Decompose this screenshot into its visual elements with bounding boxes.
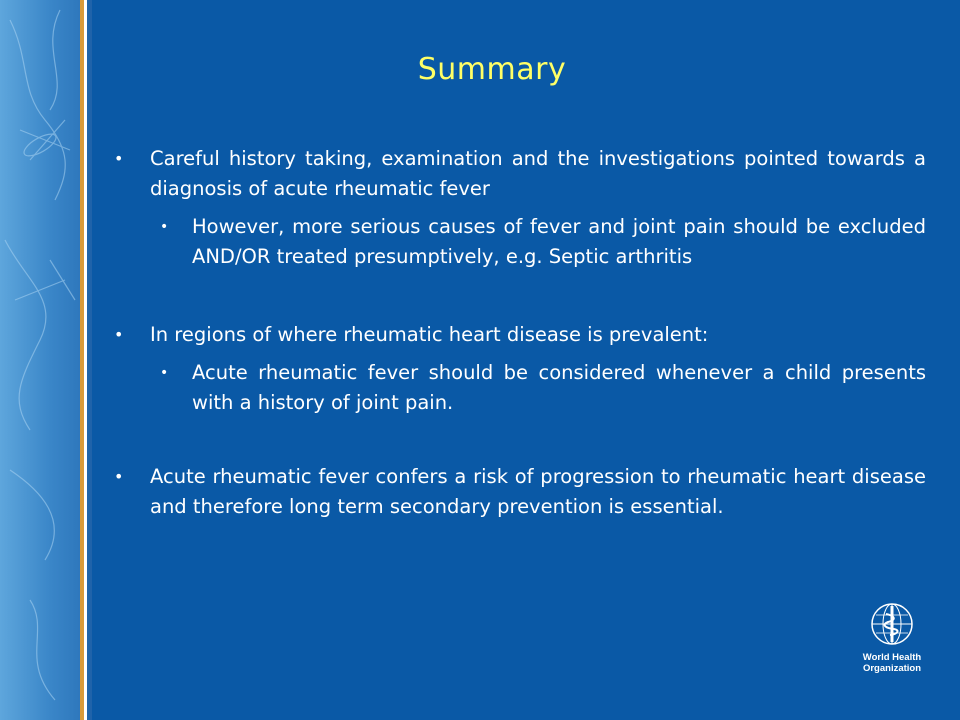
sub-bullet-dot: • xyxy=(160,219,169,235)
who-logo-line-1: World Health xyxy=(862,652,922,663)
slide-body xyxy=(112,144,926,522)
who-logo-text xyxy=(852,652,932,674)
sub-bullet-1-text: However, more serious causes of fever and joint pain should be excluded AND/OR treated presumptively, e.g. Septic arthritis xyxy=(192,215,926,268)
bullet-2 xyxy=(112,320,926,350)
bullet-dot: • xyxy=(114,325,124,344)
sub-bullet-1 xyxy=(112,212,926,272)
bullet-3 xyxy=(112,462,926,522)
bullet-dot: • xyxy=(114,467,124,486)
bullet-1-text: Careful history taking, examination and the investigations pointed towards a diagnosis of acute rheumatic fever xyxy=(150,147,926,200)
strip-shadow-line xyxy=(87,0,92,720)
who-logo xyxy=(852,602,932,688)
slide-title: Summary xyxy=(417,52,567,87)
decorative-side-strip xyxy=(0,0,92,720)
bullet-2-text: In regions of where rheumatic heart disease is prevalent: xyxy=(150,323,709,346)
who-emblem-icon xyxy=(870,602,914,646)
sub-bullet-2-text: Acute rheumatic fever should be considered whenever a child presents with a history of joint pain. xyxy=(192,361,926,414)
bullet-1 xyxy=(112,144,926,204)
mosquito-sketch-icon xyxy=(0,0,92,720)
sub-bullet-dot: • xyxy=(160,365,169,381)
bullet-3-text: Acute rheumatic fever confers a risk of progression to rheumatic heart disease and therefore long term secondary prevention is essential. xyxy=(150,465,926,518)
bullet-dot: • xyxy=(114,149,124,168)
sub-bullet-2 xyxy=(112,358,926,418)
who-logo-line-2: Organization xyxy=(862,663,922,674)
